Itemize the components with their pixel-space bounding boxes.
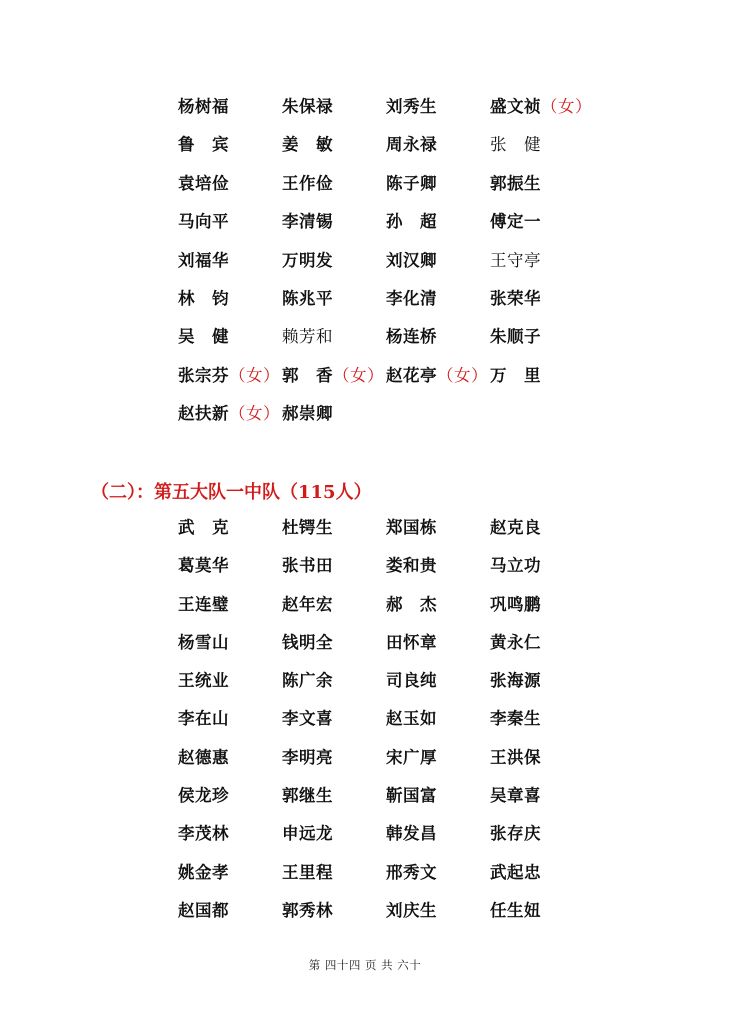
name-entry: [282, 325, 386, 363]
name-entry: [282, 95, 386, 133]
person-name: 郭秀林: [282, 900, 333, 920]
name-entry: [178, 172, 282, 210]
person-name: 任生妞: [490, 900, 541, 920]
person-name: 张 健: [490, 135, 541, 155]
person-name: 张存庆: [490, 824, 541, 844]
name-entry: [490, 325, 594, 363]
name-entry: [178, 249, 282, 287]
name-entry: [178, 287, 282, 325]
name-entry: [178, 364, 282, 402]
name-entry: [178, 861, 282, 899]
person-name: 韩发昌: [386, 824, 437, 844]
person-name: 周永禄: [386, 135, 437, 155]
name-entry: [490, 822, 594, 860]
person-name: 田怀章: [386, 632, 437, 652]
name-entry: [386, 516, 490, 554]
person-name: 王里程: [282, 862, 333, 882]
person-name: 杨连桥: [386, 327, 437, 347]
person-name: 郝 杰: [386, 594, 437, 614]
name-entry: [490, 899, 594, 937]
person-name: 刘秀生: [386, 97, 437, 116]
name-entry: [282, 287, 386, 325]
person-name: 姜 敏: [282, 135, 333, 155]
name-entry: [178, 133, 282, 171]
name-entry: [386, 669, 490, 707]
person-name: 郝崇卿: [282, 404, 333, 424]
name-entry: [282, 899, 386, 937]
person-name: 朱顺子: [490, 327, 541, 347]
name-entry: [178, 593, 282, 631]
person-name: 吴章喜: [490, 786, 541, 806]
name-entry: [282, 364, 386, 402]
person-name: 朱保禄: [282, 97, 333, 116]
person-name: 王连璧: [178, 594, 229, 614]
name-entry: [282, 669, 386, 707]
page-footer: 第 四十四 页 共 六十: [308, 958, 422, 972]
name-entry: [386, 593, 490, 631]
name-entry: [386, 133, 490, 171]
name-entry: [386, 707, 490, 745]
person-name: 王洪保: [490, 747, 541, 767]
name-entry: [490, 287, 594, 325]
name-entry: [490, 249, 594, 287]
name-entry: [178, 746, 282, 784]
name-entry: [282, 593, 386, 631]
person-name: 刘福华: [178, 250, 229, 270]
name-entry: [178, 95, 282, 133]
name-entry: [386, 402, 490, 440]
name-entry: [490, 707, 594, 745]
person-name: 郭继生: [282, 786, 333, 806]
name-entry: [386, 746, 490, 784]
person-name: 陈兆平: [282, 288, 333, 308]
person-name: 李文喜: [282, 709, 333, 729]
person-name: 宋广厚: [386, 747, 437, 767]
name-entry: [490, 133, 594, 171]
name-entry: [178, 669, 282, 707]
person-name: 司良纯: [386, 671, 437, 691]
name-entry: [386, 210, 490, 248]
name-entry: [490, 593, 594, 631]
name-entry: [490, 516, 594, 554]
name-entry: [490, 172, 594, 210]
name-entry: [282, 861, 386, 899]
person-name: 王作俭: [282, 173, 333, 193]
female-marker: （女）: [437, 365, 488, 385]
person-name: 郭振生: [490, 173, 541, 193]
name-entry: [386, 861, 490, 899]
person-name: 赵玉如: [386, 709, 437, 729]
person-name: 孙 超: [386, 212, 437, 232]
name-entry: [386, 631, 490, 669]
person-name: 郭 香: [282, 365, 333, 385]
person-name: 盛文祯: [490, 97, 541, 116]
person-name: 侯龙珍: [178, 786, 229, 806]
person-name: 万 里: [490, 365, 541, 385]
name-entry: [178, 899, 282, 937]
female-marker: （女）: [541, 97, 592, 116]
person-name: 王守亭: [490, 250, 541, 270]
person-name: 鲁 宾: [178, 135, 229, 155]
name-entry: [282, 133, 386, 171]
person-name: 陈子卿: [386, 173, 437, 193]
person-name: 钱明全: [282, 632, 333, 652]
person-name: 傅定一: [490, 212, 541, 232]
person-name: 李茂林: [178, 824, 229, 844]
female-marker: （女）: [229, 365, 280, 385]
name-entry: [178, 210, 282, 248]
name-entry: [178, 554, 282, 592]
person-name: 张海源: [490, 671, 541, 691]
person-name: 姚金孝: [178, 862, 229, 882]
person-name: 张宗芬: [178, 365, 229, 385]
person-name: 刘汉卿: [386, 250, 437, 270]
person-name: 刘庆生: [386, 900, 437, 920]
name-entry: [490, 210, 594, 248]
name-entry: [490, 631, 594, 669]
name-entry: [490, 861, 594, 899]
person-name: 李明亮: [282, 747, 333, 767]
name-entry: [282, 707, 386, 745]
person-name: 袁培俭: [178, 173, 229, 193]
name-entry: [282, 402, 386, 440]
person-name: 王统业: [178, 671, 229, 691]
name-entry: [178, 822, 282, 860]
name-entry: [282, 784, 386, 822]
person-name: 马向平: [178, 212, 229, 232]
person-name: 武 克: [178, 518, 229, 537]
name-entry: [490, 364, 594, 402]
name-entry: [282, 172, 386, 210]
name-entry: [490, 554, 594, 592]
person-name: 林 钧: [178, 288, 229, 308]
name-entry: [386, 172, 490, 210]
name-entry: [490, 402, 594, 440]
name-entry: [282, 554, 386, 592]
name-entry: [386, 95, 490, 133]
name-entry: [178, 784, 282, 822]
name-entry: [386, 325, 490, 363]
name-list-section-1: [178, 95, 594, 441]
person-name: 郑国栋: [386, 518, 437, 537]
name-list-section-2: [178, 516, 594, 937]
person-name: 赵花亭: [386, 365, 437, 385]
person-name: 靳国富: [386, 786, 437, 806]
person-name: 赵国都: [178, 900, 229, 920]
name-entry: [178, 631, 282, 669]
name-entry: [490, 669, 594, 707]
person-name: 赵德惠: [178, 747, 229, 767]
person-name: 陈广余: [282, 671, 333, 691]
section-heading: （二）：第五大队一中队（115人）: [91, 482, 372, 503]
name-entry: [282, 746, 386, 784]
name-entry: [386, 899, 490, 937]
name-entry: [282, 631, 386, 669]
name-entry: [386, 822, 490, 860]
female-marker: （女）: [333, 365, 384, 385]
name-entry: [282, 822, 386, 860]
name-entry: [178, 325, 282, 363]
person-name: 杨树福: [178, 97, 229, 116]
name-entry: [490, 784, 594, 822]
name-entry: [282, 210, 386, 248]
person-name: 黄永仁: [490, 632, 541, 652]
name-entry: [178, 516, 282, 554]
name-entry: [178, 402, 282, 440]
person-name: 武起忠: [490, 862, 541, 882]
person-name: 李在山: [178, 709, 229, 729]
person-name: 李秦生: [490, 709, 541, 729]
person-name: 张荣华: [490, 288, 541, 308]
name-entry: [386, 249, 490, 287]
person-name: 马立功: [490, 556, 541, 576]
person-name: 李化清: [386, 288, 437, 308]
person-name: 万明发: [282, 250, 333, 270]
name-entry: [386, 784, 490, 822]
person-name: 吴 健: [178, 327, 229, 347]
person-name: 邢秀文: [386, 862, 437, 882]
name-entry: [386, 287, 490, 325]
person-name: 葛莫华: [178, 556, 229, 576]
person-name: 申远龙: [282, 824, 333, 844]
person-name: 赵年宏: [282, 594, 333, 614]
person-name: 杨雪山: [178, 632, 229, 652]
person-name: 娄和贵: [386, 556, 437, 576]
name-entry: [386, 364, 490, 402]
person-name: 赖芳和: [282, 327, 333, 347]
person-name: 巩鸣鹏: [490, 594, 541, 614]
name-entry: [386, 554, 490, 592]
person-name: 杜锷生: [282, 518, 333, 537]
person-name: 张书田: [282, 556, 333, 576]
name-entry: [282, 516, 386, 554]
name-entry: [490, 746, 594, 784]
person-name: 赵克良: [490, 518, 541, 537]
person-name: 李清锡: [282, 212, 333, 232]
person-name: 赵扶新: [178, 404, 229, 424]
name-entry: [282, 249, 386, 287]
name-entry: [490, 95, 594, 133]
name-entry: [178, 707, 282, 745]
female-marker: （女）: [229, 404, 280, 424]
